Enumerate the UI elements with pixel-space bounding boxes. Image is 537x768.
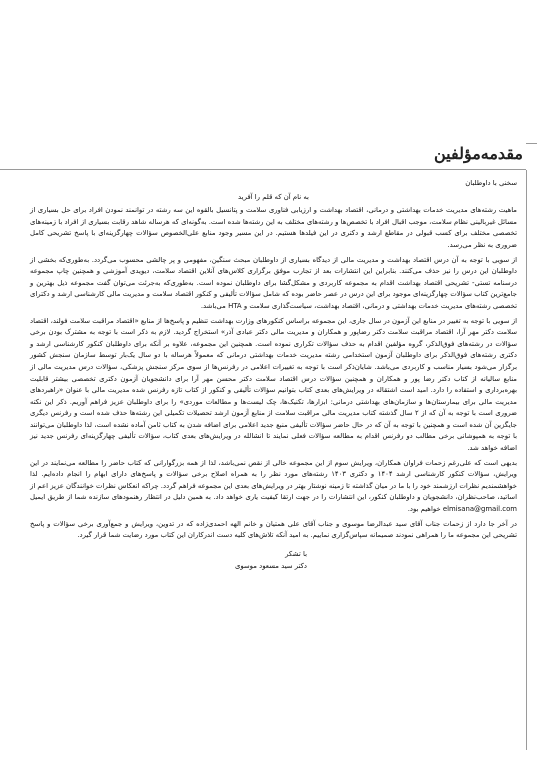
paragraph-5: در آخر جا دارد از زحمات جناب آقای سید عبدالرضا موسوی و جناب آقای علی همتیان و خانم الهه احمدی‌زاده که در تدوین، ویرایش و جمع‌آوری برخی سؤالات و پاسخ تشریحی این مجموعه ما را همراهی نمودند صمیمانه سپاس‌گزاری نماییم. به امید آنکه تلاش‌های کلیه دست اندرکاران این کتاب مورد رضایت شما قرار گیرد. xyxy=(30,519,517,540)
paragraph-1: ماهیت رشته‌های مدیریت خدمات بهداشتی و درمانی، اقتصاد بهداشت و ارزیابی فناوری سلامت و پتانسیل بالقوه این سه رشته در توانمند نمودن افراد برای حل بسیاری از مسائل غیربالینی نظام سلامت، موجب اقبال افراد با تخصص‌ها و رشته‌های مختلف به این رشته‌ها شده است. به‌گونه‌ای که هرساله شاهد رقابت بسیاری از افراد با زمینه‌های تخصصی مختلف برای کسب قبولی در مقاطع ارشد و دکتری در این فیلدها هستیم. در این مسیر وجود منابع علی‌الخصوص سؤالات چهارگزینه‌ای با پاسخ تشریحی کامل ضروری به نظر می‌رسد. xyxy=(30,206,517,249)
preface-content xyxy=(30,178,517,572)
greeting-line: سخنی با داوطلبان xyxy=(465,179,517,187)
paragraph-3: از سویی با توجه به تغییر در منابع این آزمون در سال جاری، این مجموعه براساس کنکورهای وزارت بهداشت تنظیم و پاسخ‌ها از منابع «اقتصاد مراقبت سلامت فولند، اقتصاد سلامت دکتر مهر آرا، اقتصاد مراقبت سلامت دکتر رضاپور و همکاران و مدیریت مالی دکتر عبادی آذر» استخراج گردید. لازم به ذکر است با توجه به مشترک بودن برخی سؤالات در رشته‌های فوق‌الذکر، گروه مؤلفین اقدام به حذف سؤالات تکراری نموده است. همچنین این مجموعه، علاوه بر آنکه برای داوطلبان کنکور کارشناسی ارشد و دکتری رشته‌های فوق‌الذکر برای داوطلبان آزمون استخدامی رشته مدیریت خدمات بهداشتی درمانی که معمولاً هرساله با دو سال یک‌بار توسط سازمان سنجش کشور برگزار می‌شود بسیار مناسب و کاربردی می‌باشد. شایان‌ذکر است با توجه به تغییرات اعلامی در رفرنس‌ها از سوی مرکز سنجش پزشکی، سؤالات درس مدیریت مالی از منابع سالیانه از کتاب دکتر رضا پور و همکاران و همچنین سؤالات درس اقتصاد سلامت دکتر محسن مهر آرا برای دانشجویان آزمون دکتری تخصصی بیشتر قابلیت بهره‌برداری و استفاده را دارد. امید است اشتقاله در ویرایش‌های بعدی کتاب بتوانیم سؤالات تألیفی و کنکور از کتاب تازه رفرنس شده مدیریت مالی با عنوان «راهبردهای مدیریت مالی برای بیمارستان‌ها و سازمان‌های بهداشتی درمانی: ابزارها، تکنیک‌ها، چک لیست‌ها و مطالعات موردی» را برای داوطلبان عزیز فراهم آوریم. ذکر این نکته ضروری است با توجه به آن که از ۲ سال گذشته کتاب مدیریت مالی مراقبت سلامت از منابع آزمون ارشد تحصیلات تکمیلی این رشته‌ها حذف شده است و رفرنس دیگری جایگزین آن شده است و همچنین با توجه به آن که در حال حاضر سؤالات تألیفی منبع جدید اعلامی برای اضافه شدن به کتاب ثامن آماده نشده است، لذا داوطلبان می‌توانند با توجه به همپوشانی برخی مطالب دو رفرنس اقدام به مطالعه سؤالات فعلی نمایند تا انشالله در ویرایش‌های بعدی کتاب، سؤالات تألیفی چهارگزینه‌ای رفرنس جدید نیز اضافه خواهد شد. xyxy=(30,316,517,453)
signature-author: دکتر سید مسعود موسوی xyxy=(234,561,307,570)
paragraph-2: از سویی با توجه به آن درس اقتصاد بهداشت و مدیریت مالی از دیدگاه بسیاری از داوطلبان مبحث سنگین، مفهومی و پر چالشی محسوب می‌گردد. به‌طوری‌که بخشی از داوطلبان این درس را نیز حذف می‌کنند. بنابراین این انتشارات بعد از تجارب موفق برگزاری کلاس‌های آنلاین اقتصاد سلامت، دیویدی آموزشی و همچنین چاپ مجموعه درسنامه تستی- تشریحی اقتصاد بهداشت اقدام به مجموعه کاربردی و مشکل‌گشا برای داوطلبان نموده است. به‌طوری‌که به‌جرئت می‌توان گفت مجموعه ذیل بهترین و جامع‌ترین کتاب سؤالات چهارگزینه‌ای موجود برای این درس در عصر حاضر بوده که شامل سؤالات تألیفی و کنکور اقتصاد سلامت و مدیریت مالی کارشناسی ارشد و دکترای تخصصی رشته‌های مدیریت خدمات بهداشتی و درمانی، اقتصاد بهداشت، سیاست‌گذاری سلامت و HTA می‌باشد. xyxy=(30,255,517,310)
basmala-line: به نام آن که قلم را آفرید xyxy=(238,192,309,201)
signature-thanks: با تشکر xyxy=(285,549,307,558)
paragraph-4: بدیهی است که علی‌رغم زحمات فراوان همکاران، ویرایش سوم از این مجموعه خالی از نقص نمی‌باشد، لذا از همه بزرگوارانی که کتاب حاضر را مطالعه می‌نمایند در این ویرایش، سؤالات کنکور کارشناسی ارشد ۱۴۰۴ و دکتری ۱۴۰۳ رشته‌های مورد نظر را به همراه اصلاح برخی سؤالات و پاسخ‌های دارای ابهام را انجام داده‌ایم. لذا خواهشمندیم نظرات ارزشمند خود را با ما در میان گذاشته تا زمینه نوشتار بهتر در ویرایش‌های بعدی این مجموعه فراهم گردد. چراکه انعکاس نظرات خوانندگان عزیز اعم از اساتید، صاحب‌نظران، دانشجویان و داوطلبان کنکور، این انتشارات را در جهت ارتقا کیفیت یاری خواهد داد. به همین دلیل در انتظار رهنمودهای سازنده شما از طریق ایمیل elmisana@gmail.com خواهیم بود. xyxy=(30,458,517,514)
page-title: مقدمه‌مؤلفین xyxy=(433,144,523,163)
signature-block xyxy=(30,548,517,572)
